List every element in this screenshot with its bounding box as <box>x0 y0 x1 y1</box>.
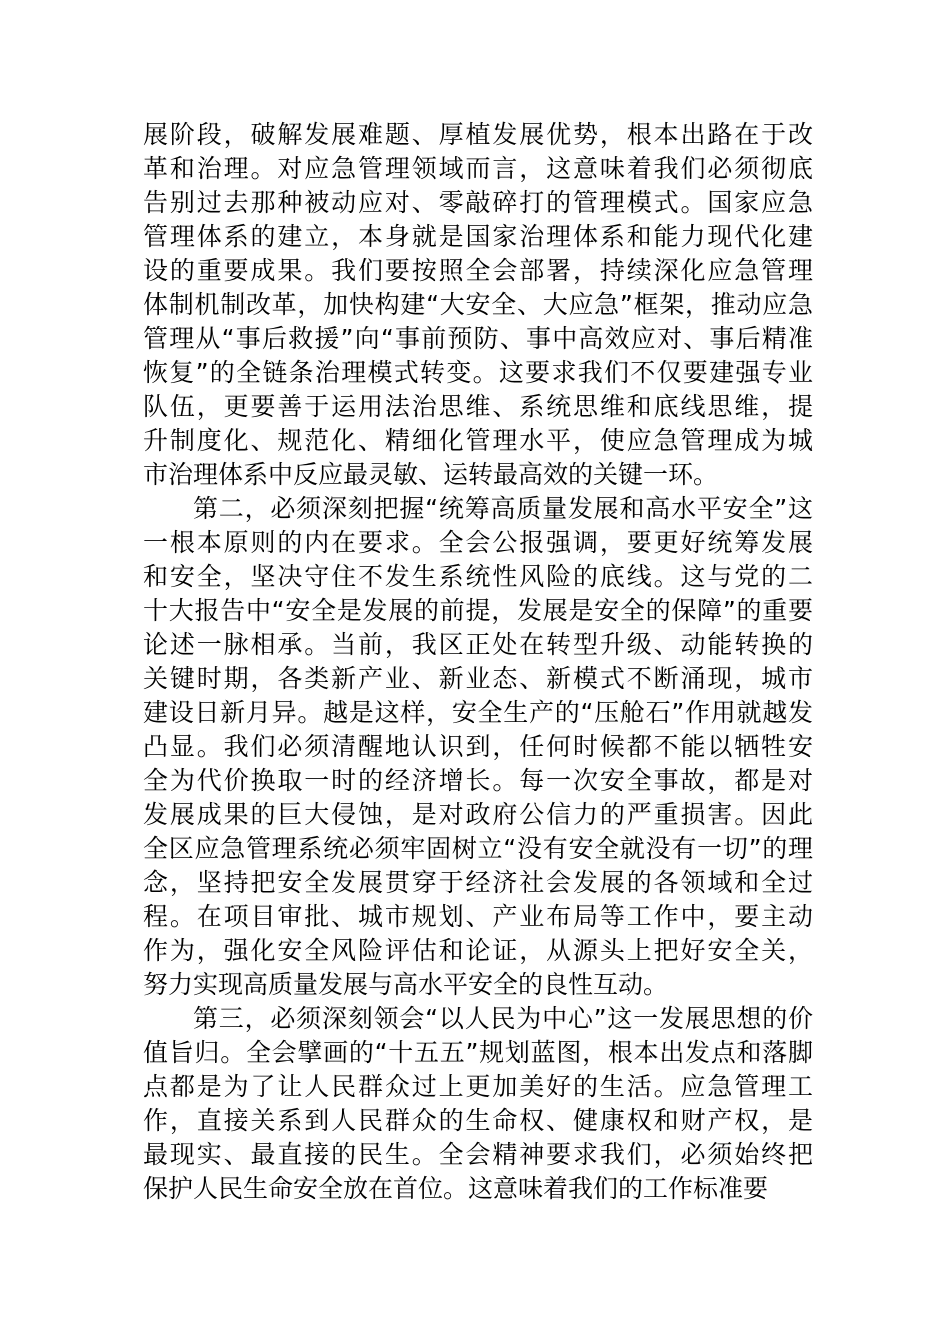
text-line: 点都是为了让人民群众过上更加美好的生活。应急管理工 <box>143 1072 813 1101</box>
text-line: 管理从“事后救援”向“事前预防、事中高效应对、事后精准 <box>143 324 813 353</box>
text-line: 最现实、最直接的民生。全会精神要求我们，必须始终把 <box>143 1140 813 1169</box>
text-line: 关键时期，各类新产业、新业态、新模式不断涌现，城市 <box>143 664 813 693</box>
text-line: 作为，强化安全风险评估和论证，从源头上把好安全关， <box>143 936 813 965</box>
text-line: 告别过去那种被动应对、零敲碎打的管理模式。国家应急 <box>143 188 813 217</box>
text-line: 队伍，更要善于运用法治思维、系统思维和底线思维，提 <box>143 392 813 421</box>
text-line: 革和治理。对应急管理领域而言，这意味着我们必须彻底 <box>143 154 813 183</box>
text-line: 体制机制改革，加快构建“大安全、大应急”框架，推动应急 <box>143 290 813 319</box>
text-line: 保护人民生命安全放在首位。这意味着我们的工作标准要 <box>143 1174 769 1203</box>
paragraph <box>143 118 813 492</box>
text-line: 市治理体系中反应最灵敏、运转最高效的关键一环。 <box>143 460 719 489</box>
paragraph <box>143 492 813 1002</box>
text-line: 一根本原则的内在要求。全会公报强调，要更好统筹发展 <box>143 528 813 557</box>
text-line: 凸显。我们必须清醒地认识到，任何时候都不能以牺牲安 <box>143 732 813 761</box>
text-line: 发展成果的巨大侵蚀，是对政府公信力的严重损害。因此 <box>143 800 813 829</box>
text-line: 全区应急管理系统必须牢固树立“没有安全就没有一切”的理 <box>143 834 813 863</box>
text-line: 念，坚持把安全发展贯穿于经济社会发展的各领域和全过 <box>143 868 813 897</box>
text-line: 第二，必须深刻把握“统筹高质量发展和高水平安全”这 <box>193 494 813 523</box>
text-line: 全为代价换取一时的经济增长。每一次安全事故，都是对 <box>143 766 813 795</box>
text-line: 设的重要成果。我们要按照全会部署，持续深化应急管理 <box>143 256 813 285</box>
text-line: 恢复”的全链条治理模式转变。这要求我们不仅要建强专业 <box>143 358 813 387</box>
text-line: 展阶段，破解发展难题、厚植发展优势，根本出路在于改 <box>143 120 813 149</box>
text-line: 程。在项目审批、城市规划、产业布局等工作中，要主动 <box>143 902 813 931</box>
text-line: 第三，必须深刻领会“以人民为中心”这一发展思想的价 <box>193 1004 813 1033</box>
text-line: 论述一脉相承。当前，我区正处在转型升级、动能转换的 <box>143 630 813 659</box>
text-line: 努力实现高质量发展与高水平安全的良性互动。 <box>143 970 669 999</box>
text-line: 十大报告中“安全是发展的前提，发展是安全的保障”的重要 <box>143 596 813 625</box>
text-line: 作，直接关系到人民群众的生命权、健康权和财产权，是 <box>143 1106 813 1135</box>
text-line: 管理体系的建立，本身就是国家治理体系和能力现代化建 <box>143 222 813 251</box>
text-line: 值旨归。全会擘画的“十五五”规划蓝图，根本出发点和落脚 <box>143 1038 813 1067</box>
text-line: 建设日新月异。越是这样，安全生产的“压舱石”作用就越发 <box>143 698 813 727</box>
body-text <box>143 118 813 1206</box>
text-line: 和安全，坚决守住不发生系统性风险的底线。这与党的二 <box>143 562 813 591</box>
paragraph <box>143 1002 813 1206</box>
text-line: 升制度化、规范化、精细化管理水平，使应急管理成为城 <box>143 426 813 455</box>
